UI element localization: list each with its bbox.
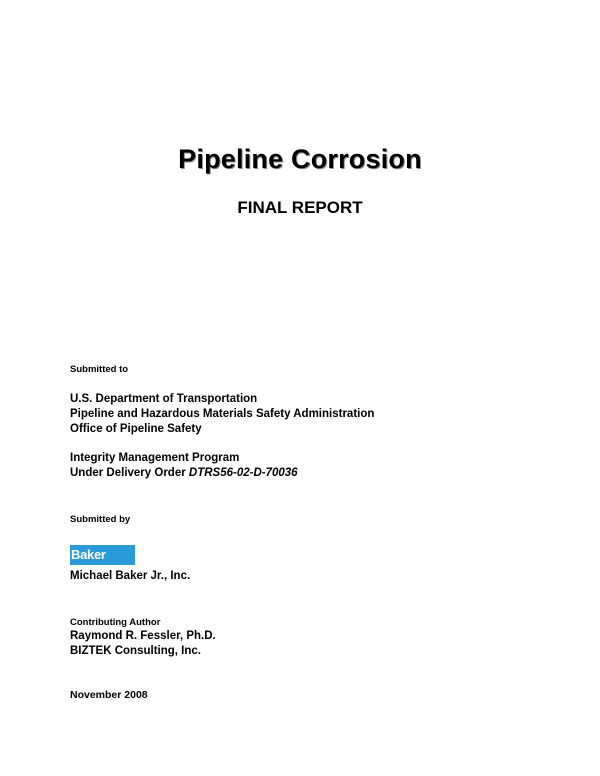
delivery-order-prefix: Under Delivery Order xyxy=(70,467,189,479)
report-subtitle: FINAL REPORT xyxy=(237,198,363,217)
submitter-company: Michael Baker Jr., Inc. xyxy=(70,570,191,582)
report-date: November 2008 xyxy=(70,689,148,701)
delivery-order xyxy=(70,466,298,481)
submitted-by-label: Submitted by xyxy=(70,514,131,525)
baker-logo: Baker xyxy=(70,545,135,565)
author-company: BIZTEK Consulting, Inc. xyxy=(70,645,201,657)
recipient-department: U.S. Department of Transportation xyxy=(70,393,258,405)
delivery-order-number: DTRS56-02-D-70036 xyxy=(188,467,298,479)
recipient-administration: Pipeline and Hazardous Materials Safety Administration xyxy=(70,408,375,420)
recipient-office: Office of Pipeline Safety xyxy=(70,423,202,435)
author-name: Raymond R. Fessler, Ph.D. xyxy=(70,630,216,642)
report-title: Pipeline Corrosion xyxy=(178,144,422,174)
program-name: Integrity Management Program xyxy=(70,452,240,464)
contributing-author-label: Contributing Author xyxy=(70,617,161,628)
submitted-to-label: Submitted to xyxy=(70,364,129,375)
